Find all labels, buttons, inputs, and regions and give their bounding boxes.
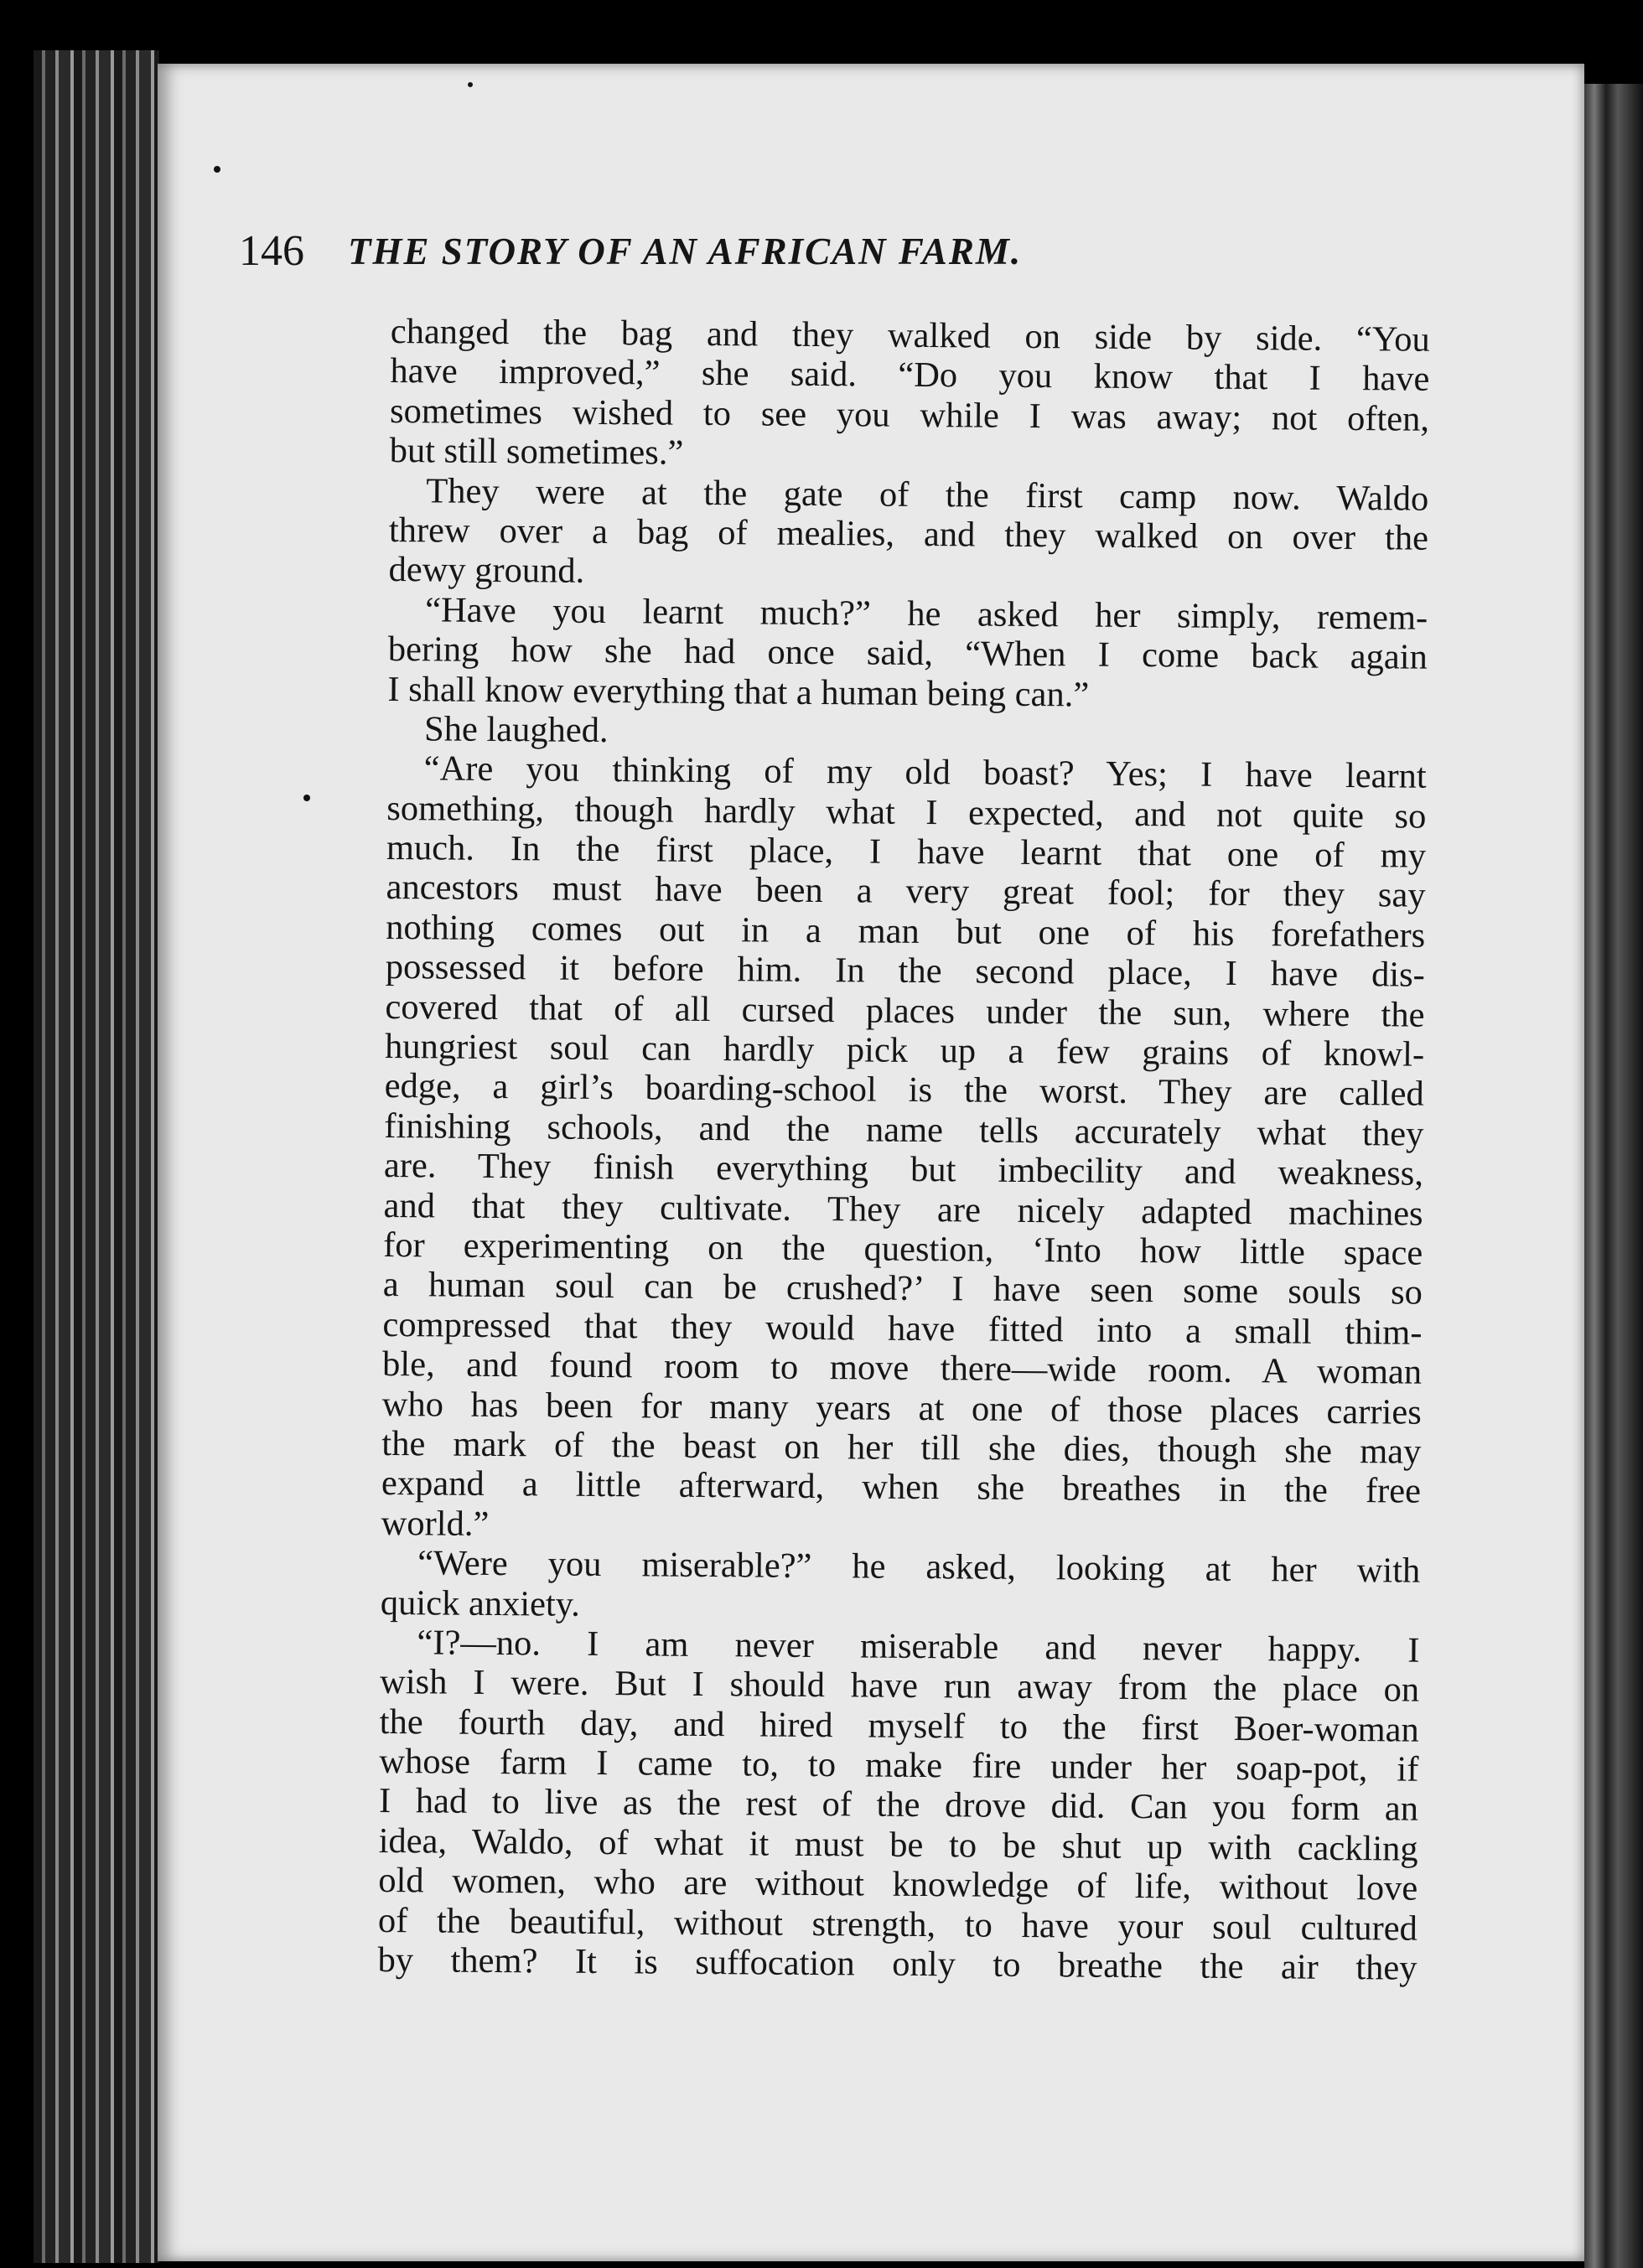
text-line: for experimenting on the question, ‘Into how little space xyxy=(383,1225,1423,1273)
text-line: ancestors must have been a very great fool; for they say xyxy=(386,867,1426,916)
text-line: idea, Waldo, of what it must be to be shut up with cackling xyxy=(378,1820,1418,1869)
text-line: They were at the gate of the first camp now. Waldo xyxy=(426,470,1429,519)
text-line: I had to live as the rest of the drove did. Can you form an xyxy=(378,1781,1419,1830)
book-spine-edge xyxy=(34,50,159,2263)
text-line: whose farm I came to, to make fire under her soap-pot, if xyxy=(379,1742,1419,1789)
text-line: and that they cultivate. They are nicely adapted machines xyxy=(383,1185,1423,1234)
speck-mark xyxy=(303,795,310,801)
text-line: I shall know everything that a human being can.” xyxy=(387,669,1090,715)
text-line: who has been for many years at one of those places carries xyxy=(381,1384,1422,1432)
text-line: dewy ground. xyxy=(388,550,585,592)
text-line: threw over a bag of mealies, and they walked on over the xyxy=(388,510,1429,558)
text-line: quick anxiety. xyxy=(380,1582,581,1624)
text-line: compressed that they would have fitted into a small thim- xyxy=(382,1304,1423,1353)
text-line: old women, who are without knowledge of life, without love xyxy=(378,1861,1418,1908)
speck-mark xyxy=(468,82,473,87)
text-line: changed the bag and they walked on side by side. “You xyxy=(390,312,1430,360)
text-line: have improved,” she said. “Do you know that I have xyxy=(390,351,1430,400)
body-text xyxy=(377,312,1430,1988)
text-line: “Have you learnt much?” he asked her simply, remem- xyxy=(425,590,1428,638)
running-header xyxy=(239,222,1257,281)
speck-mark xyxy=(214,166,220,173)
text-line: “I?—no. I am never miserable and never happy. I xyxy=(417,1623,1420,1670)
text-line: “Were you miserable?” he asked, looking at her with xyxy=(417,1543,1421,1591)
text-line: are. They finish everything but imbecility and weakness, xyxy=(383,1146,1424,1194)
text-line: world.” xyxy=(381,1503,490,1544)
text-line: nothing comes out in a man but one of his forefathers xyxy=(386,907,1426,955)
text-line: the mark of the beast on her till she dies, though she may xyxy=(381,1423,1422,1472)
text-line: much. In the first place, I have learnt that one of my xyxy=(386,828,1427,876)
text-line: ble, and found room to move there—wide room. A woman xyxy=(381,1344,1423,1392)
text-line: “Are you thinking of my old boast? Yes; I have learnt xyxy=(423,748,1427,797)
text-line: wish I were. But I should have run away from the place on xyxy=(379,1662,1420,1710)
running-title: THE STORY OF AN AFRICAN FARM. xyxy=(348,230,1023,272)
page-right-edge xyxy=(1584,84,1643,2268)
text-line: She laughed. xyxy=(423,709,609,750)
text-line: possessed it before him. In the second place, I have dis- xyxy=(385,947,1426,995)
text-line: something, though hardly what I expected, and not quite so xyxy=(386,788,1427,836)
text-line: sometimes wished to see you while I was away; not often, xyxy=(389,391,1430,439)
text-line: edge, a girl’s boarding-school is the worst. They are called xyxy=(384,1066,1424,1115)
text-line: finishing schools, and the name tells accurately what they xyxy=(384,1106,1424,1154)
text-line: the fourth day, and hired myself to the first Boer-woman xyxy=(379,1701,1419,1750)
text-line: a human soul can be crushed?’ I have seen some souls so xyxy=(382,1265,1423,1313)
text-line: hungriest soul can hardly pick up a few grains of knowl- xyxy=(384,1027,1425,1074)
text-line: expand a little afterward, when she breathes in the free xyxy=(381,1463,1422,1512)
text-line: by them? It is suffocation only to breathe the air they xyxy=(377,1939,1418,1988)
text-line: of the beautiful, without strength, to have your soul cultured xyxy=(377,1900,1418,1949)
page-number: 146 xyxy=(239,227,304,275)
text-line: covered that of all cursed places under the sun, where the xyxy=(385,986,1425,1035)
text-line: but still sometimes.” xyxy=(389,431,684,473)
text-line: bering how she had once said, “When I come back again xyxy=(387,629,1428,677)
